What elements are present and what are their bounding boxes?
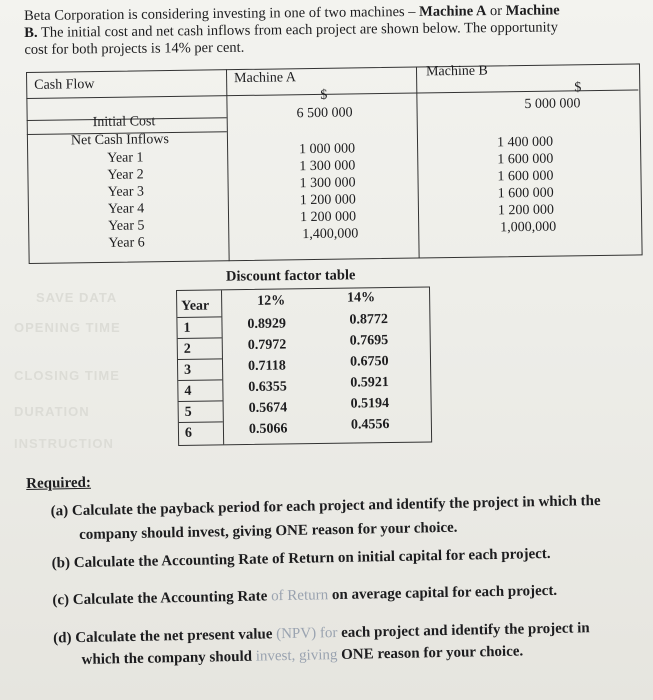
year-cell: 2 [183,341,191,357]
year-2-b: 1 600 000 [497,151,554,168]
year-4-b: 1 600 000 [497,185,554,202]
header-machine-a: Machine A [234,70,297,87]
year-cell: 4 [184,383,192,399]
initial-cost-b: 5 000 000 [524,96,581,113]
header-12-percent: 12% [257,293,286,309]
currency-a: $ [320,87,328,103]
row-label-year-2: Year 2 [107,167,144,183]
header-machine-b: Machine B [425,63,488,80]
row-divider [179,400,223,402]
year-5-b: 1 200 000 [497,202,555,219]
year-1-b: 1 400 000 [496,134,554,151]
question-c-part-3: on average capital for each project. [328,582,558,604]
year-6-b: 1,000,000 [500,219,557,236]
year-6-a: 1,400,000 [302,226,359,243]
factor-14: 0.7695 [349,333,389,349]
question-a-line-2: company should invest, giving ONE reason for your choice. [79,519,458,543]
row-label-initial-cost: Initial Cost [92,114,156,131]
question-d-part-3: each project and identify the project in [337,620,590,642]
factor-14: 0.4556 [350,417,390,433]
year-1-a: 1 000 000 [299,141,356,158]
factor-12: 0.6355 [248,379,287,395]
intro-text-3: The initial cost and net cash inflows from each project are shown below. The opportunity [37,19,559,41]
required-section [26,462,646,668]
factor-12: 0.7972 [247,337,287,354]
factor-12: 0.8929 [247,316,287,333]
question-d-faded-2: invest, giving [255,647,338,665]
faded-background-text: INSTRUCTION [14,436,114,451]
row-divider [177,316,221,318]
factor-14: 0.6750 [349,354,389,370]
year-3-b: 1 600 000 [497,168,554,185]
intro-text-2: or [486,2,506,20]
header-cash-flow: Cash Flow [34,77,95,93]
question-d-part-6: ONE reason for your choice. [337,643,524,664]
intro-text-4: cost for both projects is 14% per cent. [24,39,245,58]
question-d-faded: (NPV) for [275,625,338,643]
year-2-a: 1 300 000 [299,158,356,175]
header-year: Year [181,298,210,314]
question-c-part-1: (c) Calculate the Accounting Rate [52,588,272,609]
cash-flow-table [26,63,643,264]
intro-machine-b-cont: B. [24,24,38,41]
row-divider [178,379,222,381]
row-divider [179,421,223,423]
factor-12: 0.5066 [248,421,288,437]
question-b: (b) Calculate the Accounting Rate of Return on initial capital for each project. [51,545,551,572]
factor-14: 0.5921 [350,375,389,391]
question-a-line-1: (a) Calculate the payback period for each project and identify the project in which the [50,492,601,520]
intro-text-1: Beta Corporation is considering investing in one of two machines – [24,3,420,24]
row-label-net-cash-inflows: Net Cash Inflows [70,132,170,149]
year-3-a: 1 300 000 [299,175,356,192]
required-heading: Required: [26,474,92,492]
year-cell: 5 [184,404,192,420]
question-c-faded: of Return [270,587,329,605]
question-d-part-4: which the company should [81,648,256,668]
factor-12: 0.7118 [247,358,286,375]
row-label-year-6: Year 6 [108,235,145,251]
row-label-year-3: Year 3 [107,184,145,200]
row-label-year-5: Year 5 [108,218,145,234]
intro-machine-a: Machine A [419,3,487,20]
factor-14: 0.8772 [349,312,389,328]
row-divider [178,337,222,339]
year-5-a: 1 200 000 [299,209,357,226]
question-c [52,581,557,611]
intro-machine-b: Machine [505,2,560,19]
faded-background-text: CLOSING TIME [14,368,120,383]
faded-background-text: DURATION [14,404,90,419]
year-cell: 1 [183,320,191,336]
faded-background-text: SAVE DATA [36,290,118,305]
initial-cost-a: 6 500 000 [296,105,353,122]
currency-b: $ [574,80,582,96]
factor-12: 0.5674 [248,400,288,416]
row-divider [178,358,222,360]
question-d-part-1: (d) Calculate the net present value [53,626,277,647]
discount-factor-table [176,286,432,446]
year-cell: 6 [184,425,193,441]
factor-14: 0.5194 [350,396,390,412]
intro-paragraph [24,2,625,59]
year-cell: 3 [184,362,192,378]
row-label-year-4: Year 4 [107,201,145,217]
row-label-year-1: Year 1 [107,150,144,166]
header-14-percent: 14% [347,290,376,306]
faded-background-text: OPENING TIME [14,320,121,335]
year-4-a: 1 200 000 [299,192,356,209]
discount-table-title: Discount factor table [225,267,356,285]
